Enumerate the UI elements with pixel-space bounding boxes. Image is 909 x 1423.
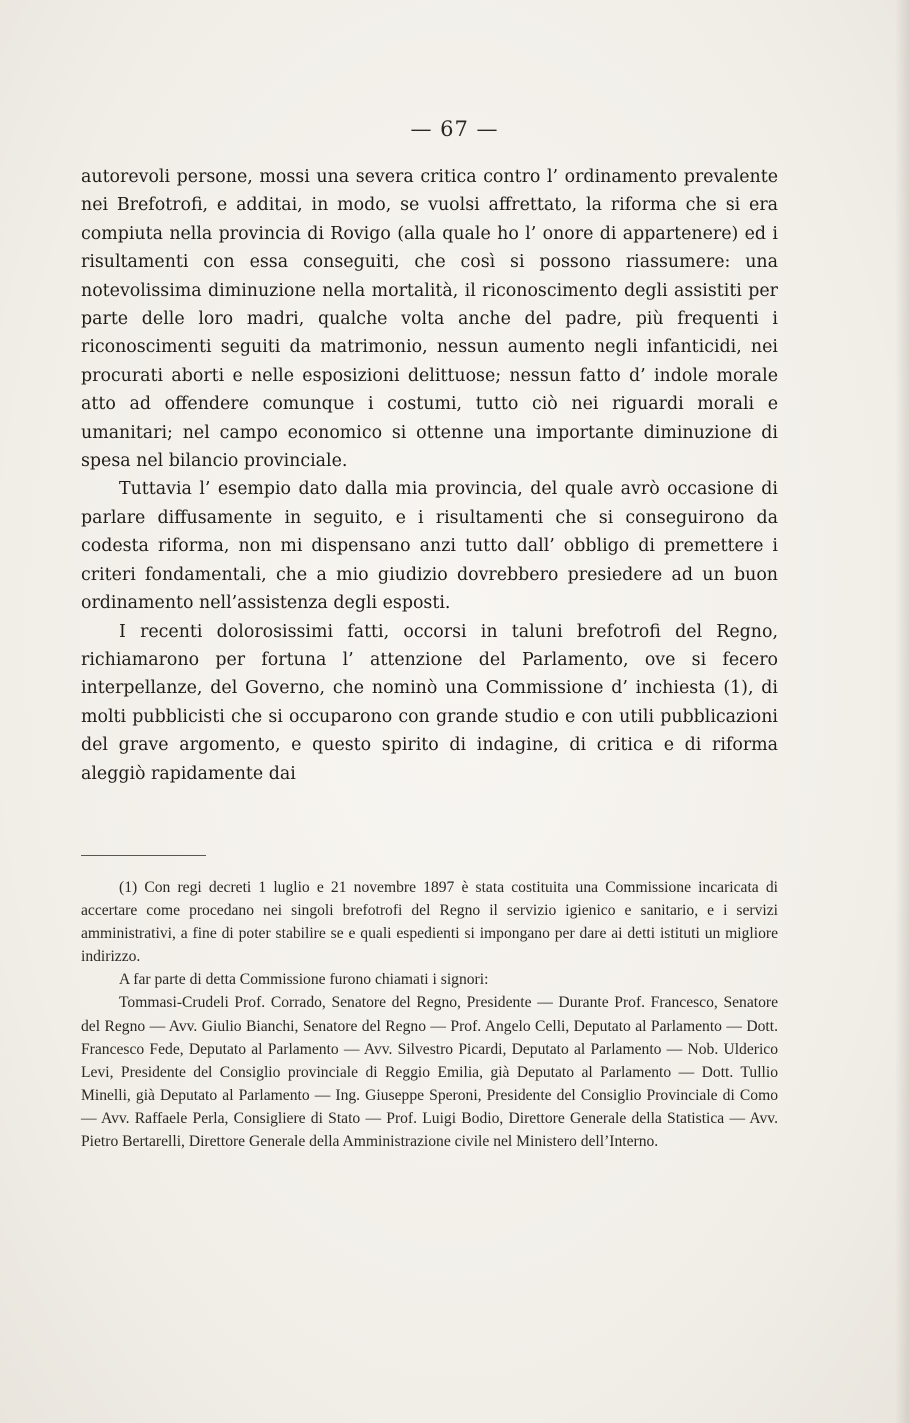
footnote-commission-intro: A far parte di detta Commissione furono chiamati i signori: [119, 971, 489, 989]
main-text [81, 163, 778, 788]
footnote-1: (1) Con regi decreti 1 luglio e 21 novembre 1897 è stata costituita una Commissione incaricata di accertare come procedano nei singoli brefotrofi del Regno il servizio igienico e sanitario, e i servizi amministrativi, a fine di poter stabilire se e quali espedienti si impongano per dare ai detti istituti un migliore indirizzo. [81, 879, 778, 966]
body-paragraph-3: I recenti dolorosissimi fatti, occorsi in taluni brefotrofi del Regno, richiamarono per fortuna l’ attenzione del Parlamento, ove si fecero interpellanze, del Governo, che nominò una Commissione d’ inchiesta (1), di molti pubblicisti che si occuparono con grande studio e con utili pubblicazioni del grave argomento, e questo spirito di indagine, di critica e di riforma aleggiò rapidamente dai [81, 621, 778, 784]
footnote-separator [81, 855, 206, 856]
body-paragraph-1: autorevoli persone, mossi una severa critica contro l’ ordinamento prevalente nei Brefotrofi, e additai, in modo, se vuolsi affrettato, la riforma che si era compiuta nella provincia di Rovigo (alla quale ho l’ onore di appartenere) ed i risultamenti con essa conseguiti, che così si possono riassumere: una notevolissima diminuzione nella mortalità, il riconoscimento degli assistiti per parte delle loro madri, qualche volta anche del padre, più frequenti i riconoscimenti seguiti da matrimonio, nessun aumento negli infanticidi, nei procurati aborti e nelle esposizioni delittuose; nessun fatto d’ indole morale atto ad offendere comunque i costumi, tutto ciò nei riguardi morali e umanitari; nel campo economico si ottenne una importante diminuzione di spesa nel bilancio provinciale. [81, 167, 778, 472]
page-number: — 67 — [410, 117, 499, 141]
footnotes [81, 876, 778, 1153]
footnote-commission-members: Tommasi-Crudeli Prof. Corrado, Senatore del Regno, Presidente — Durante Prof. Francesco, Senatore del Regno — Avv. Giulio Bianchi, Senatore del Regno — Prof. Angelo Celli, Deputato al Parlamento — Dott. Francesco Fede, Deputato al Parlamento — Avv. Silvestro Picardi, Deputato al Parlamento — Nob. Ulderico Levi, Presidente del Consiglio provinciale di Reggio Emilia, già Deputato al Parlamento — Dott. Tullio Minelli, già Deputato al Parlamento — Ing. Giuseppe Speroni, Presidente del Consiglio Provinciale di Como — Avv. Raffaele Perla, Consigliere di Stato — Prof. Luigi Bodio, Direttore Generale della Statistica — Avv. Pietro Bertarelli, Direttore Generale della Amministrazione civile nel Ministero dell’Interno. [81, 994, 778, 1151]
page-edge-shadow [895, 0, 909, 1423]
body-paragraph-2: Tuttavia l’ esempio dato dalla mia provincia, del quale avrò occasione di parlare diffusamente in seguito, e i risultamenti che si conseguirono da codesta riforma, non mi dispensano anzi tutto dall’ obbligo di premettere i criteri fondamentali, che a mio giudizio dovrebbero presiedere ad un buon ordinamento nell’assistenza degli esposti. [81, 479, 778, 614]
